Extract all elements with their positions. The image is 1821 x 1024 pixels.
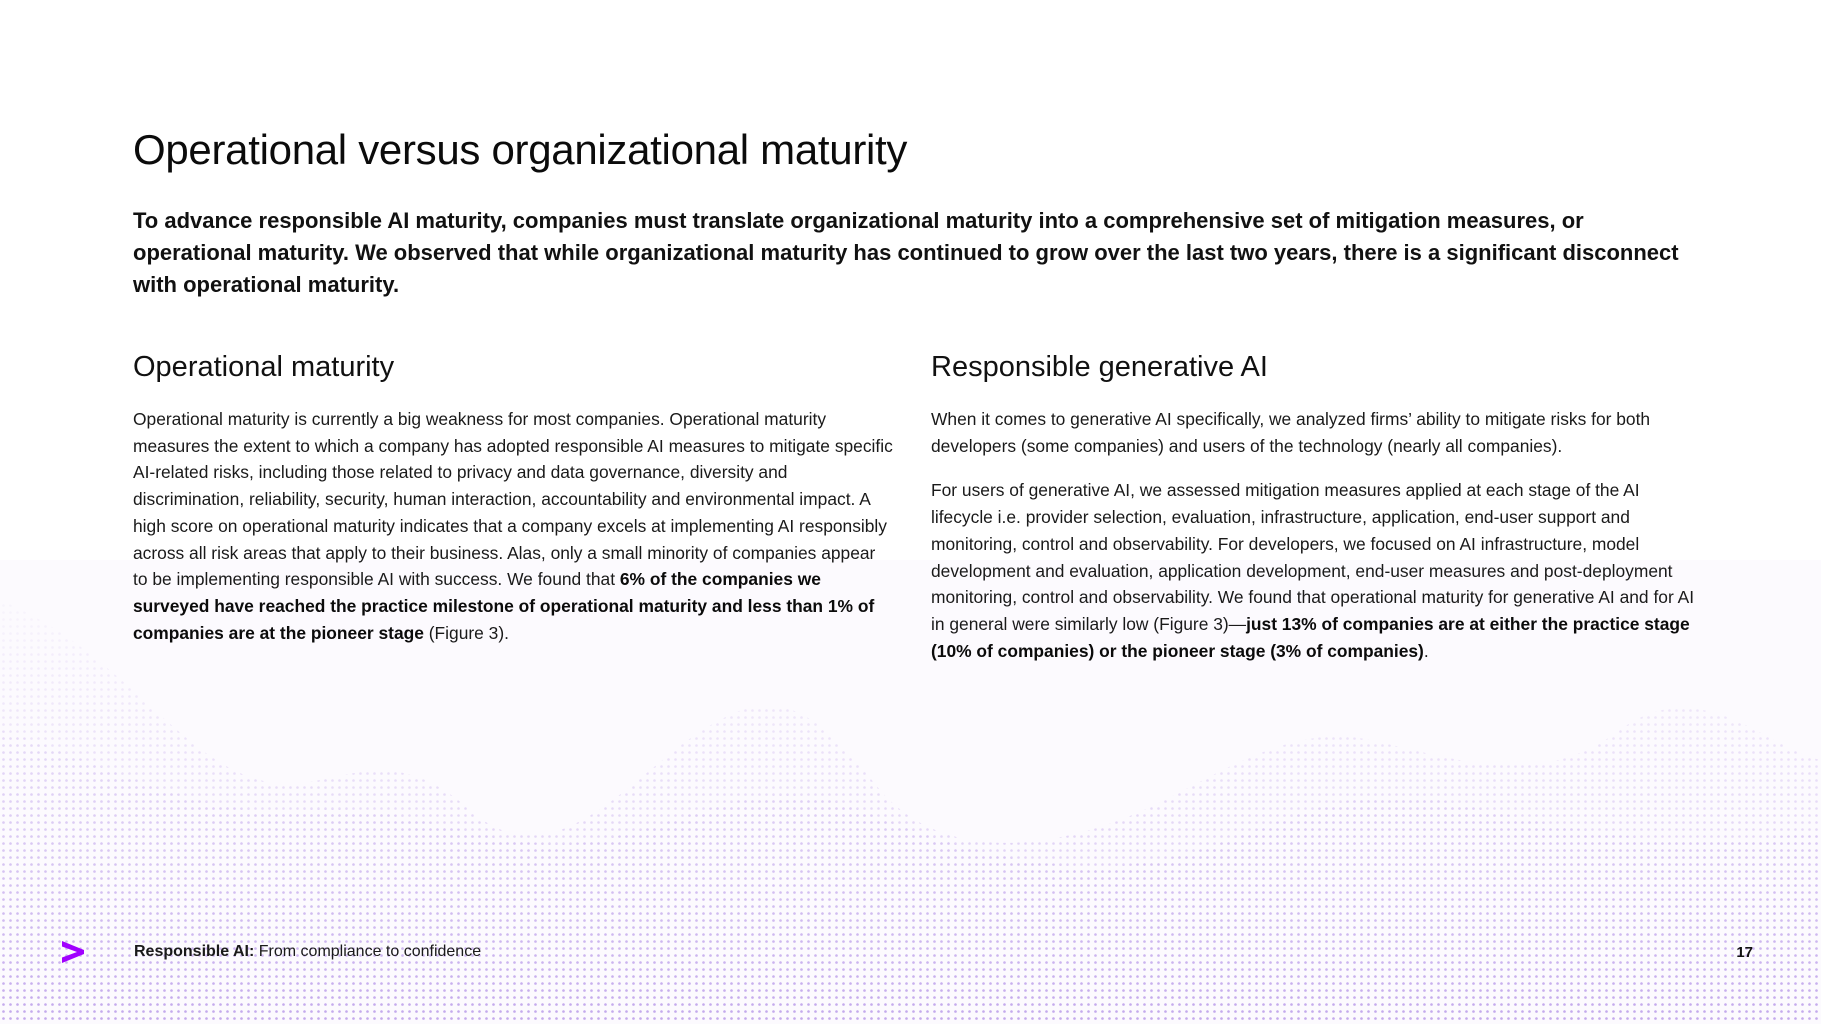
operational-maturity-paragraph (133, 406, 893, 646)
accenture-chevron-icon (60, 940, 86, 964)
responsible-genai-text: For users of generative AI, we assessed mitigation measures applied at each stage of the AI lifecycle i.e. provider selection, evaluation, infrastructure, application, end-user support and monitoring, control and observability. For developers, we focused on AI infrastructure, model development and evaluation, application development, end-user measures and post-deployment monitoring, control and observability. We found that operational maturity for generative AI and for AI in general were similarly low (Figure 3)— (931, 480, 1695, 634)
operational-maturity-figure-ref: (Figure 3). (423, 622, 509, 643)
operational-maturity-highlight: 6% of the companies we surveyed have reached the practice milestone of operational maturity and less than 1% of companies are at the pioneer stage (133, 569, 875, 643)
operational-maturity-heading: Operational maturity (133, 351, 395, 383)
responsible-genai-end: . (1423, 640, 1429, 661)
operational-maturity-text: Operational maturity is currently a big weakness for most companies. Operational maturity measures the extent to which a company has adopted responsible AI measures to mitigate specific AI-related risks, including those related to privacy and data governance, diversity and discrimination, reliability, security, human interaction, accountability and environmental impact. A high score on operational maturity indicates that a company excels at implementing AI responsibly across all risk areas that apply to their business. Alas, only a small minority of companies appear to be implementing responsible AI with success. We found that (133, 409, 893, 590)
responsible-genai-highlight: just 13% of companies are at either the practice stage (10% of companies) or the pioneer stage (3% of companies) (931, 613, 1690, 661)
responsible-genai-paragraph-1: When it comes to generative AI specifically, we analyzed firms’ ability to mitigate risks for both developers (some companies) and users of the technology (nearly all companies). (931, 409, 1651, 456)
responsible-genai-heading: Responsible generative AI (931, 351, 1268, 383)
page-number: 17 (1736, 944, 1753, 961)
footer-title (134, 943, 481, 961)
intro-paragraph: To advance responsible AI maturity, companies must translate organizational maturity into a comprehensive set of mitigation measures, or operational maturity. We observed that while organizational maturity has continued to grow over the last two years, there is a significant disconnect with operational maturity. (133, 208, 1679, 297)
page-title: Operational versus organizational maturity (133, 126, 908, 173)
responsible-genai-section (931, 348, 1696, 682)
operational-maturity-section (133, 348, 893, 664)
footer-subtitle: From compliance to confidence (258, 943, 482, 960)
footer-brand: Responsible AI: (134, 943, 255, 960)
responsible-genai-paragraph-2 (931, 477, 1696, 664)
